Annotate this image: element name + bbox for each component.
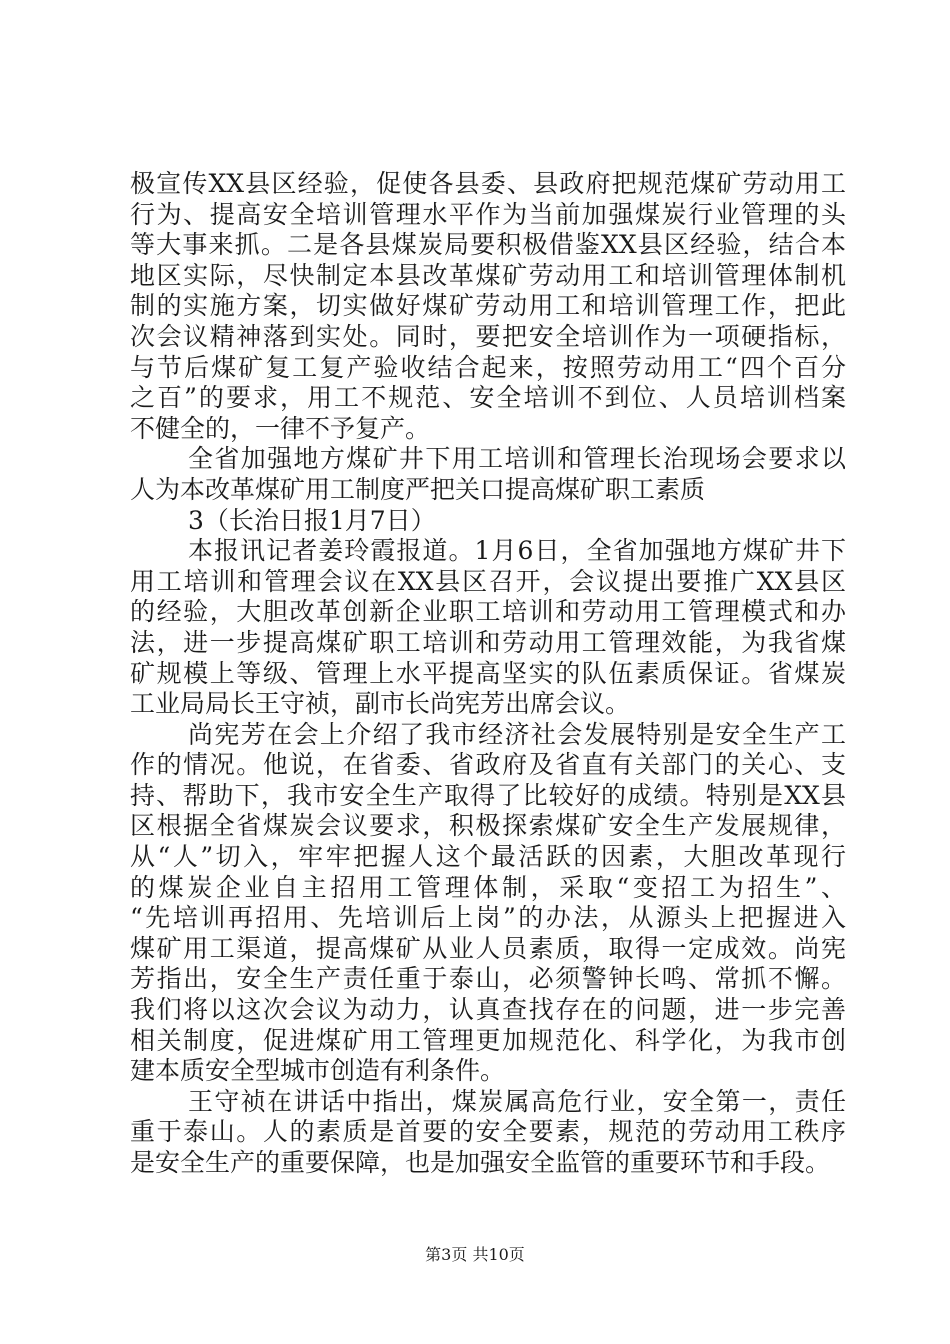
paragraph: [130, 536, 846, 720]
text-line: 等大事来抓。二是各县煤炭局要积极借鉴XX县区经验，结合本: [130, 230, 846, 260]
text-line: 建本质安全型城市创造有利条件。: [130, 1056, 506, 1086]
text-line: 全省加强地方煤矿井下用工培训和管理长治现场会要求以: [188, 444, 846, 474]
page-footer: 第3页 共10页: [425, 1245, 525, 1264]
text-line: 王守祯在讲话中指出，煤炭属高危行业，安全第一，责任: [188, 1086, 846, 1116]
document-body: [130, 169, 846, 1179]
text-line: 用工培训和管理会议在XX县区召开，会议提出要推广XX县区: [130, 566, 846, 596]
text-line: 法，进一步提高煤矿职工培训和劳动用工管理效能，为我省煤: [130, 627, 846, 657]
paragraph: [130, 720, 846, 1087]
text-line: 人为本改革煤矿用工制度严把关口提高煤矿职工素质: [130, 474, 706, 504]
text-line: 作的情况。他说，在省委、省政府及省直有关部门的关心、支: [130, 750, 846, 780]
text-line: 不健全的，一律不予复产。: [130, 413, 431, 443]
text-line: “先培训再招用、先培训后上岗”的办法，从源头上把握进入: [130, 903, 846, 933]
text-line: 之百”的要求，用工不规范、安全培训不到位、人员培训档案: [130, 383, 846, 413]
text-line: 我们将以这次会议为动力，认真查找存在的问题，进一步完善: [130, 995, 846, 1025]
text-line: 工业局局长王守祯，副市长尚宪芳出席会议。: [130, 689, 631, 719]
text-line: 区根据全省煤炭会议要求，积极探索煤矿安全生产发展规律，: [130, 811, 846, 841]
text-line: 本报讯记者姜玲霞报道。1月6日，全省加强地方煤矿井下: [188, 536, 846, 566]
paragraph: [130, 1087, 846, 1179]
text-line: 持、帮助下，我市安全生产取得了比较好的成绩。特别是XX县: [130, 780, 846, 810]
text-line: 是安全生产的重要保障，也是加强安全监管的重要环节和手段。: [130, 1148, 831, 1177]
text-line: 重于泰山。人的素质是首要的安全要素，规范的劳动用工秩序: [130, 1117, 846, 1147]
text-line: 从“人”切入，牢牢把握人这个最活跃的因素，大胆改革现行: [130, 842, 846, 872]
text-line: 的煤炭企业自主招用工管理体制，采取“变招工为招生”、: [130, 872, 846, 902]
text-line: 极宣传XX县区经验，促使各县委、县政府把规范煤矿劳动用工: [130, 169, 846, 198]
text-line: 行为、提高安全培训管理水平作为当前加强煤炭行业管理的头: [130, 199, 846, 229]
text-line: 制的实施方案，切实做好煤矿劳动用工和培训管理工作，把此: [130, 291, 846, 321]
paragraph: [130, 169, 846, 444]
text-line: 地区实际，尽快制定本县改革煤矿劳动用工和培训管理体制机: [130, 260, 846, 290]
text-line: 的经验，大胆改革创新企业职工培训和劳动用工管理模式和办: [130, 597, 846, 627]
text-line: 次会议精神落到实处。同时，要把安全培训作为一项硬指标，: [130, 321, 846, 351]
paragraph: [130, 444, 846, 505]
text-line: 矿规模上等级、管理上水平提高坚实的队伍素质保证。省煤炭: [130, 658, 846, 688]
text-line: 尚宪芳在会上介绍了我市经济社会发展特别是安全生产工: [188, 719, 846, 749]
text-line: 3（长治日报1月7日）: [188, 505, 436, 535]
text-line: 芳指出，安全生产责任重于泰山，必须警钟长鸣、常抓不懈。: [130, 964, 846, 994]
text-line: 相关制度，促进煤矿用工管理更加规范化、科学化，为我市创: [130, 1025, 846, 1055]
text-line: 与节后煤矿复工复产验收结合起来，按照劳动用工“四个百分: [130, 352, 846, 382]
paragraph: [130, 506, 846, 537]
text-line: 煤矿用工渠道，提高煤矿从业人员素质，取得一定成效。尚宪: [130, 933, 846, 963]
